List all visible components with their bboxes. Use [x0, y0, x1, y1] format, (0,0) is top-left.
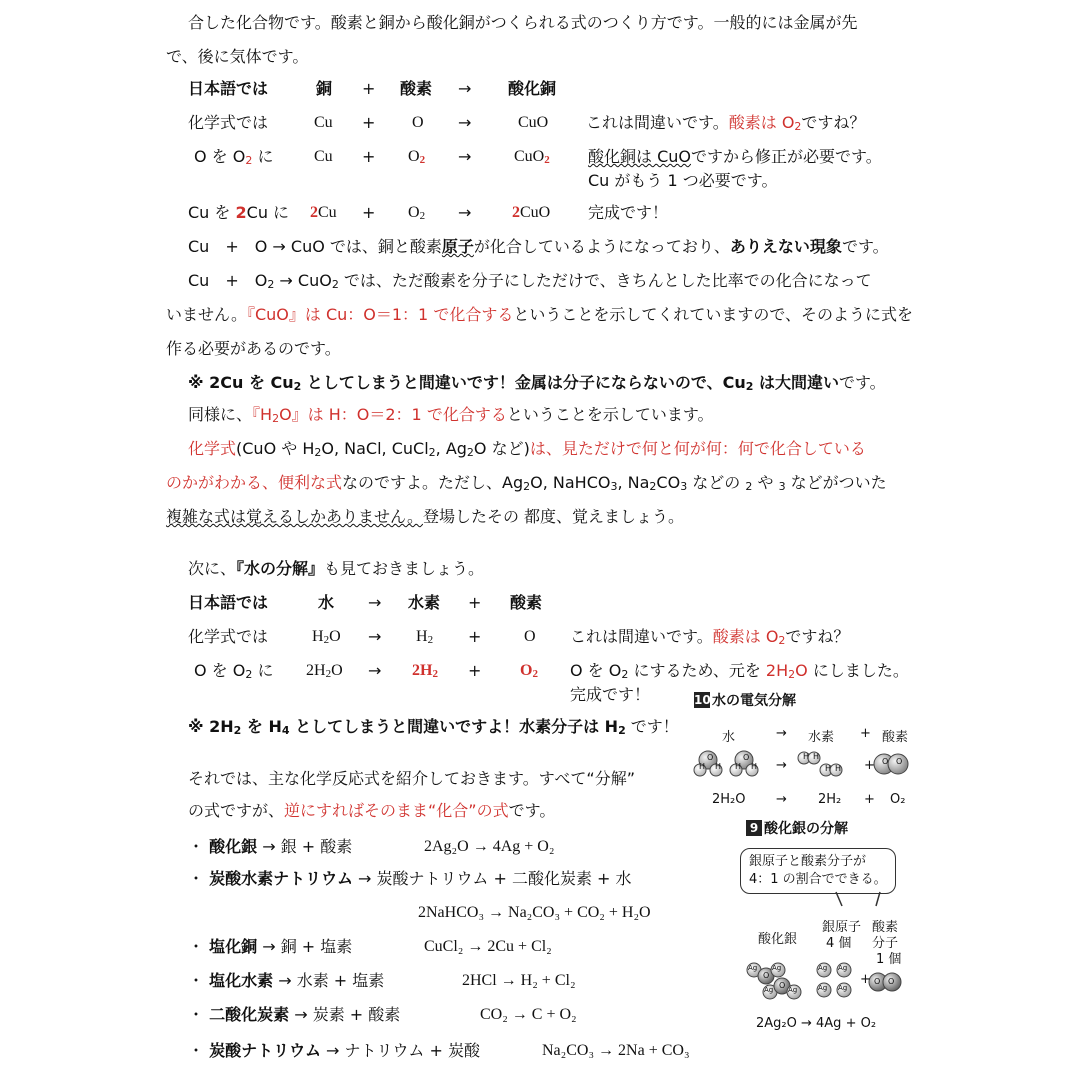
t1-header-arrow: →	[458, 79, 472, 98]
t2-r1-note-c: ですね？	[785, 627, 850, 646]
fig10-label-hydrogen: 水素	[808, 730, 835, 745]
p2-l3-b: ということを示してくれていますので、そのように式を	[513, 305, 914, 324]
t2-r1-c2	[416, 626, 433, 651]
atom-o-label: O	[874, 977, 881, 986]
atom-o-label: O	[707, 753, 714, 762]
p4-l2-red: 逆にすればそのまま“化合”の式	[284, 801, 509, 820]
t1-header-c1: 銅	[316, 79, 333, 98]
p3-a: 次に、	[188, 559, 237, 578]
para4-warning	[188, 716, 679, 742]
atom-h-label: H	[835, 764, 842, 773]
t1-r1-note-sub: 2	[794, 120, 802, 133]
bullet: ・	[188, 937, 205, 956]
t2-r2-c1-b: O	[331, 662, 343, 679]
atom-h-label: H	[813, 752, 820, 761]
reaction-words: → 炭酸ナトリウム + 二酸化炭素 + 水	[358, 869, 632, 888]
p2-l6-red-sub: 2	[272, 412, 280, 425]
t2-r1-c3: O	[524, 628, 536, 645]
t2-r2-arrow: →	[368, 661, 382, 680]
reaction-name: 炭酸ナトリウム	[209, 1041, 321, 1060]
reaction-words: → 銅 + 塩素	[262, 937, 353, 956]
p2-l3-a: いません。	[166, 305, 247, 324]
para2-line8	[166, 472, 887, 498]
t1-r1-note-a: これは間違いです。	[586, 113, 729, 132]
figure10-title-text: 水の電気分解	[712, 693, 796, 709]
para3-intro	[188, 558, 484, 580]
p2-l2-a: Cu + O	[188, 271, 268, 290]
atom-o-label: O	[779, 981, 786, 990]
reaction-item	[188, 836, 352, 858]
atom-ag-label: Ag	[748, 964, 758, 972]
reaction-words: → 水素 + 塩素	[278, 971, 385, 990]
t1-r3-c3-a: CuO	[520, 204, 551, 221]
fig10-eq-oxygen: O₂	[890, 792, 906, 807]
t1-r2-c3	[514, 146, 550, 171]
p2-l1-c: が化合しているようになっており、	[473, 237, 730, 256]
p2-l8-sub6: 3	[778, 480, 786, 493]
t2-header-label: 日本語では	[188, 593, 269, 612]
p2-l8-sub5: 2	[745, 480, 753, 493]
reaction-name: 炭酸水素ナトリウム	[209, 869, 353, 888]
t1-r3-arrow: →	[458, 203, 472, 222]
t1-r3-c3-red: 2	[512, 204, 520, 221]
p2-l8-c: , Na	[617, 473, 650, 492]
oxygen-molecule	[874, 754, 908, 774]
t2-r1-c1-sub: 2	[323, 634, 330, 646]
bullet: ・	[188, 837, 205, 856]
p2-l8-sub1: 2	[523, 480, 531, 493]
t2-r2-note-red-sub: 2	[788, 668, 796, 681]
p2-l7-c: , Ag	[435, 439, 467, 458]
p2-l7-sub3: 2	[466, 446, 474, 459]
fig10-label-water: 水	[722, 730, 736, 745]
t1-header-op: +	[362, 79, 376, 98]
para4-line2	[188, 800, 555, 822]
t2-r2-label	[194, 660, 273, 686]
p3-b: 『水の分解』	[236, 559, 325, 578]
atom-ag-label: Ag	[772, 964, 782, 972]
p2-l5-sub: 2	[293, 380, 302, 393]
para1-line2: で、後に気体です。	[166, 47, 309, 66]
t2-r2-c3-sub: 2	[532, 668, 538, 680]
t1-r2-c3-a: CuO	[514, 148, 545, 165]
t1-r3-label-b: Cu に	[246, 203, 290, 222]
t1-r2-note-b: ですから修正が必要です。	[691, 147, 882, 166]
t2-r1-op: +	[468, 627, 482, 646]
figure9-number: 9	[746, 820, 762, 836]
p2-l5-d: です。	[838, 373, 886, 392]
t2-r2-op: +	[468, 661, 482, 680]
t2-r2-c1	[306, 660, 343, 685]
para2-line6	[188, 404, 714, 430]
t2-r2-note-c: にしました。	[807, 661, 909, 680]
t1-r3-note: 完成です！	[588, 203, 669, 222]
t1-r2-arrow: →	[458, 147, 472, 166]
reaction-item	[188, 868, 632, 890]
t1-r3-c2-a: O	[408, 204, 420, 221]
t2-header-c1: 水	[318, 593, 335, 612]
para2-warning	[188, 372, 886, 398]
p2-l6-red-b: O』は H：O＝2：1 で化合する	[279, 405, 507, 424]
p2-l8-sub2: 3	[610, 480, 618, 493]
p2-l8-b: O, NaHCO	[530, 473, 611, 492]
t1-r3-c2	[408, 202, 425, 227]
para2-line4: 作る必要があるのです。	[166, 339, 341, 358]
bullet: ・	[188, 869, 205, 888]
figure10-number: 10	[694, 693, 711, 707]
t2-r2-note-a: O を O	[570, 661, 622, 680]
t1-header-c2: 酸素	[400, 79, 433, 98]
p2-l2-sub2: 2	[331, 278, 339, 291]
reaction-words: → 銀 + 酸素	[262, 837, 353, 856]
atom-ag-label: Ag	[818, 984, 828, 992]
t2-header-c2: 水素	[408, 593, 441, 612]
t1-r2-op: +	[362, 147, 376, 166]
callout-line1: 銀原子と酸素分子が	[749, 854, 867, 869]
atom-h-label: H	[735, 762, 742, 771]
p2-l6-a: 同様に、	[188, 405, 253, 424]
t1-r2-c2	[408, 146, 425, 171]
fig10-label-plus: +	[860, 726, 871, 741]
p2-l5-sub2: 2	[745, 380, 754, 393]
atom-o-label: O	[763, 971, 770, 980]
fig10-label-arrow: →	[776, 726, 787, 741]
figure10-title	[694, 690, 796, 710]
p2-l8-red: のかがわかる、便利な式	[166, 473, 343, 492]
t1-r3-c1	[310, 202, 337, 224]
fig10-label-oxygen: 酸素	[882, 730, 909, 745]
reaction-equation: 2NaHCO₃ → Na₂CO₃ + CO₂ + H₂O	[418, 904, 651, 921]
p4-warn-d: です！	[625, 717, 679, 736]
reaction-item	[188, 1040, 480, 1062]
reaction-words: → 炭素 + 酸素	[294, 1005, 401, 1024]
p4-warn-sub: 2	[233, 724, 242, 737]
p2-l9-a: 複雑な式は覚えるしかありません。	[166, 507, 423, 526]
callout-box	[740, 848, 896, 894]
atom-o-label: O	[882, 757, 889, 766]
para4-line1: それでは、主な化学反応式を紹介しておきます。すべて“分解”	[188, 769, 635, 788]
atom-o-label: O	[743, 753, 750, 762]
fig10-arrow-sign: →	[776, 758, 787, 773]
t1-r2-note2: Cu がもう 1 つ必要です。	[588, 171, 778, 190]
fig9-label-molecule: 分子	[872, 936, 899, 951]
figure9-title-text: 酸化銀の分解	[764, 821, 848, 837]
figure9-title	[746, 818, 848, 838]
p2-l2-sub1: 2	[267, 278, 275, 291]
t1-r3-label-red: 2	[235, 203, 247, 222]
para2-line9	[166, 506, 684, 528]
bullet: ・	[188, 1005, 205, 1024]
fig10-plus-sign: +	[864, 758, 875, 773]
t1-r2-c1: Cu	[314, 148, 333, 165]
t2-r2-label-sub: 2	[245, 668, 253, 681]
t2-r1-c2-sub: 2	[427, 634, 434, 646]
reaction-equation: 2Ag₂O → 4Ag + O₂	[424, 838, 555, 855]
t1-r3-c1-a: Cu	[318, 204, 337, 221]
t2-r1-c1	[312, 626, 341, 651]
t1-r2-c2-sub: 2	[419, 154, 426, 166]
p4-warn-c: としてしまうと間違いですよ！水素分子は H	[289, 717, 619, 736]
p2-l9-b: 登場したその 都度、覚えましょう。	[422, 507, 685, 526]
t2-header-arrow: →	[368, 593, 382, 612]
p2-l8-a: なのですよ。ただし、Ag	[342, 473, 524, 492]
reaction-name: 塩化銅	[209, 937, 258, 956]
t1-r2-c3-sub: 2	[544, 154, 550, 166]
bullet: ・	[188, 971, 205, 990]
para2-line2	[188, 270, 872, 296]
p2-l1-a: Cu + O → CuO では、銅と酸素	[188, 237, 442, 256]
atom-h-label: H	[715, 762, 722, 771]
t1-r1-note-b: 酸素は O	[728, 113, 795, 132]
para2-line3	[166, 304, 913, 326]
t1-r1-c3: CuO	[518, 114, 549, 131]
p4-warn-a: ※ 2H	[188, 717, 234, 736]
fig9-label-silver-oxide: 酸化銀	[758, 932, 798, 947]
t1-r3-label-a: Cu を	[188, 203, 236, 222]
p2-l8-d: CO	[656, 473, 681, 492]
p2-l1-b: 原子	[441, 237, 474, 256]
callout-line2: 4：1 の割合でできる。	[749, 872, 887, 887]
t1-r1-c1: Cu	[314, 114, 333, 131]
reaction-item	[188, 970, 384, 992]
reaction-name: 酸化銀	[209, 837, 258, 856]
t2-r2-c3-a: O	[520, 662, 533, 679]
fig9-plus-sign: +	[860, 972, 871, 987]
t2-r2-label-a: O を O	[194, 661, 246, 680]
reaction-equation: Na₂CO₃ → 2Na + CO₃	[542, 1042, 690, 1059]
t2-r2-c1-a: 2H	[306, 662, 326, 679]
p2-l8-sub3: 2	[649, 480, 657, 493]
p2-l6-b: ということを示しています。	[506, 405, 714, 424]
t1-r2-label-b: に	[252, 147, 274, 166]
t1-r2-note	[588, 146, 882, 168]
p3-c: も見ておきましょう。	[324, 559, 485, 578]
atom-h-label: H	[751, 762, 758, 771]
t2-header-op: +	[468, 593, 482, 612]
p2-l8-e: などの	[687, 473, 746, 492]
t2-r2-note-sub: 2	[621, 668, 629, 681]
p4-warn-sub3: 2	[618, 724, 626, 737]
fig9-label-oxygen: 酸素	[872, 920, 899, 935]
t1-r2-c2-a: O	[408, 148, 420, 165]
reaction-equation: CO₂ → C + O₂	[480, 1006, 577, 1023]
t1-header-c3: 酸化銅	[508, 79, 557, 98]
t2-r2-note	[570, 660, 909, 686]
t2-r2-note-b: にするため、元を	[628, 661, 766, 680]
p2-l2-c: では、ただ酸素を分子にしただけで、きちんとした比率での化合になって	[338, 271, 872, 290]
p4-warn-b: を H	[241, 717, 282, 736]
fig9-equation: 2Ag₂O → 4Ag + O₂	[756, 1016, 877, 1031]
fig10-eq-hydrogen: 2H₂	[818, 792, 842, 807]
t2-r1-note	[570, 626, 849, 652]
t2-r2-c1-sub: 2	[325, 668, 332, 680]
fig10-eq-arrow: →	[776, 792, 787, 807]
fig9-label-silver-atoms: 銀原子	[822, 920, 862, 935]
t1-r1-arrow: →	[458, 113, 472, 132]
atom-h-label: H	[803, 752, 810, 761]
t1-r1-label: 化学式では	[188, 113, 269, 132]
reaction-item	[188, 936, 352, 958]
p2-l6-red: 『H	[252, 405, 273, 424]
p2-l2-b: → CuO	[274, 271, 332, 290]
t1-r1-note-c: ですね？	[801, 113, 866, 132]
t1-r3-c2-sub: 2	[419, 210, 426, 222]
callout-pointers	[820, 890, 900, 910]
reaction-equation: CuCl₂ → 2Cu + Cl₂	[424, 938, 552, 955]
p2-l1-e: です。	[841, 237, 889, 256]
reaction-item	[188, 1004, 400, 1026]
p4-l2-a: の式ですが、	[188, 801, 285, 820]
t2-r2-label-b: に	[252, 661, 274, 680]
atom-ag-label: Ag	[838, 984, 848, 992]
p2-l7-sub1: 2	[314, 446, 322, 459]
p2-l1-d: ありえない現象	[729, 237, 842, 256]
atom-h-label: H	[699, 762, 706, 771]
p4-warn-sub2: 4	[281, 724, 290, 737]
t2-r2-c2-a: 2H	[412, 662, 433, 679]
t2-r1-note-sub: 2	[778, 634, 786, 647]
t2-r2-c3	[520, 660, 538, 685]
t1-r3-c3	[512, 202, 550, 224]
t1-r2-note-a: 酸化銅は CuO	[588, 147, 691, 166]
p2-l5-a: ※ 2Cu を Cu	[188, 373, 294, 392]
t1-r1-op: +	[362, 113, 376, 132]
t2-r2-note-red: 2H	[765, 661, 789, 680]
atom-o-label: O	[888, 977, 895, 986]
atom-ag-label: Ag	[838, 964, 848, 972]
reaction-name: 塩化水素	[209, 971, 274, 990]
t2-r1-arrow: →	[368, 627, 382, 646]
t1-r2-label-a: O を O	[194, 147, 246, 166]
atom-h-label: H	[825, 764, 832, 773]
para2-line7	[188, 438, 866, 464]
t2-r1-c1-b: O	[329, 628, 341, 645]
reaction-name: 二酸化炭素	[209, 1005, 290, 1024]
atom-ag-label: Ag	[788, 986, 798, 994]
t1-header-label: 日本語では	[188, 79, 269, 98]
t1-r3-op: +	[362, 203, 376, 222]
t2-r2-note-red-b: O	[795, 661, 808, 680]
p2-l7-sub2: 2	[428, 446, 436, 459]
t1-r1-c2: O	[412, 114, 424, 131]
t2-r1-label: 化学式では	[188, 627, 269, 646]
atom-ag-label: Ag	[764, 986, 774, 994]
t2-r1-note-a: これは間違いです。	[570, 627, 713, 646]
fig9-label-one: 1 個	[876, 952, 902, 967]
t2-r1-c2-a: H	[416, 628, 428, 645]
t2-r1-c1-a: H	[312, 628, 324, 645]
fig9-label-four: 4 個	[826, 936, 852, 951]
reaction-equation: 2HCl → H₂ + Cl₂	[462, 972, 576, 989]
fig10-eq-plus: +	[864, 792, 875, 807]
para1-line1: 合した化合物です。酸素と銅から酸化銅がつくられる式のつくり方です。一般的には金属が先	[188, 13, 858, 32]
p2-l7-d: O など)	[473, 439, 530, 458]
t2-r2-c2-sub: 2	[432, 668, 438, 680]
p2-l8-f: や	[752, 473, 779, 492]
t1-r2-label	[194, 146, 273, 172]
t1-r3-c1-red: 2	[310, 204, 318, 221]
atom-o-label: O	[896, 757, 903, 766]
t2-header-c3: 酸素	[510, 593, 543, 612]
p2-l7-b: O, NaCl, CuCl	[321, 439, 429, 458]
p2-l3-red: 『CuO』は Cu：O＝1：1 で化合する	[246, 305, 514, 324]
p2-l7-red-b: は、見ただけで何と何が何：何で化合している	[529, 439, 866, 458]
p2-l5-c: は大間違い	[753, 373, 839, 392]
para2-line1	[188, 236, 889, 258]
p2-l7-a: (CuO や H	[236, 439, 315, 458]
p4-l2-b: です。	[508, 801, 556, 820]
p2-l8-g: などがついた	[785, 473, 887, 492]
t1-r1-note	[586, 112, 865, 138]
t2-r2-c2	[412, 660, 438, 685]
fig10-eq-water: 2H₂O	[712, 792, 746, 807]
t2-r1-note-b: 酸素は O	[712, 627, 779, 646]
atom-ag-label: Ag	[818, 964, 828, 972]
p2-l7-red-a: 化学式	[188, 439, 237, 458]
t2-r2-note2: 完成です！	[570, 685, 651, 704]
t1-r3-label	[188, 202, 289, 224]
bullet: ・	[188, 1041, 205, 1060]
p2-l8-sub4: 3	[680, 480, 688, 493]
reaction-words: → ナトリウム + 炭酸	[326, 1041, 480, 1060]
p2-l5-b: としてしまうと間違いです！金属は分子にならないので、Cu	[301, 373, 746, 392]
t1-r2-label-sub: 2	[245, 154, 253, 167]
